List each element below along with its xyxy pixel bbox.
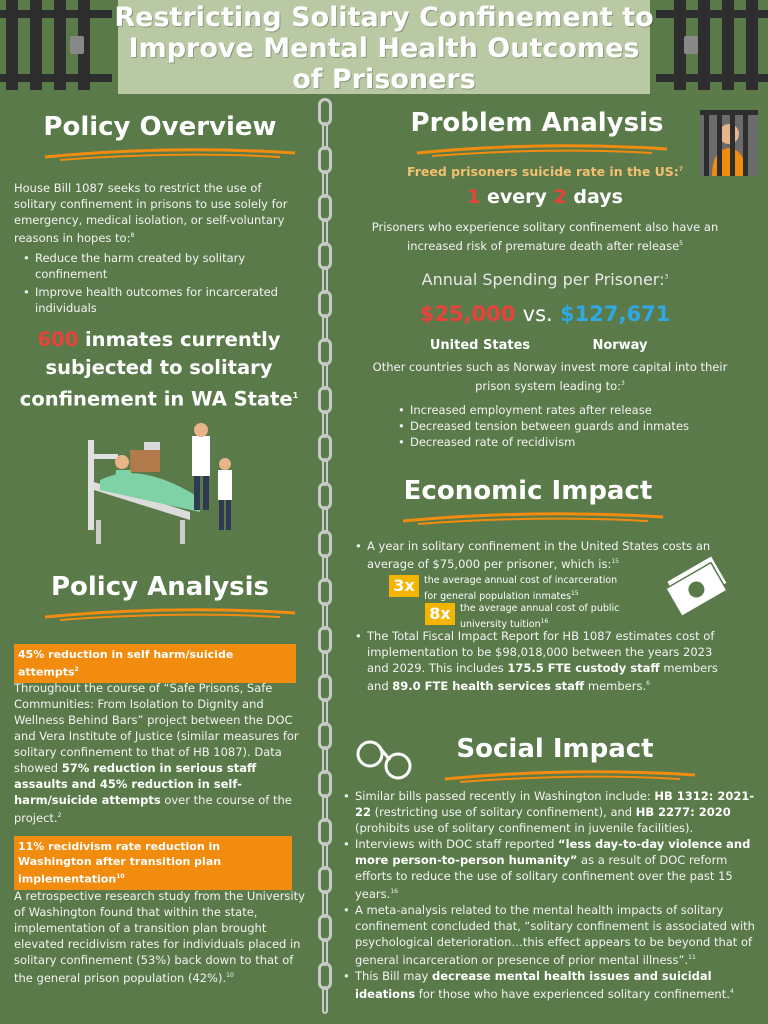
suicide-rate-value: 1 every 2 days <box>467 186 623 208</box>
list-item: • Increased employment rates after release <box>395 402 735 418</box>
list-item: • Decreased rate of recidivism <box>395 434 735 450</box>
us-label: United States <box>429 338 531 353</box>
chain-link <box>322 986 328 1014</box>
page-title: Restricting Solitary Confinement to Improve Mental Health Outcomes of Prisoners <box>114 2 654 95</box>
multiplier-8x-text: the average annual cost of public university tuition$^{16}$ <box>460 603 620 631</box>
policy-analysis-heading: Policy Analysis <box>50 572 270 602</box>
list-item: • This Bill may decrease mental health issues and suicidal ideations for those who have experienced solitary confinement.$^4$ <box>340 968 760 1002</box>
economic-bullet-1: • A year in solitary confinement in the United States costs an average of $75,000 per prisoner, which is:$^{15}$ <box>352 538 722 572</box>
policy-overview-bullets <box>20 250 300 316</box>
premature-death-text: Prisoners who experience solitary confinement also have an increased risk of premature death after release$^5$ <box>371 220 719 253</box>
policy-analysis-paragraph-2: A retrospective research study from the University of Washington found that within the state, implementation of a transition plan brought elevated recidivism rates for individuals placed in solitary confinement (53%) back down to that of the general prison population (42%).$^{10}$ <box>14 889 305 985</box>
list-item: • Similar bills passed recently in Washington include: HB 1312: 2021-22 (restricting use of solitary confinement), and HB 2277: 2020 (prohibits use of solitary confinement in juvenile facilities). <box>340 788 760 836</box>
norway-label: Norway <box>592 338 648 353</box>
economic-impact-heading: Economic Impact <box>403 476 653 506</box>
heading-underline <box>440 768 700 782</box>
list-item: • Reduce the harm created by solitary confinement <box>20 250 300 282</box>
recidivism-reduction-callout: 11% recidivism rate reduction in Washington after transition plan implementation$^{10}$ <box>14 836 292 890</box>
policy-overview-heading: Policy Overview <box>43 112 277 142</box>
multiplier-3x: 3x <box>389 575 419 597</box>
problem-analysis-heading: Problem Analysis <box>410 108 664 138</box>
list-item: • Decreased tension between guards and inmates <box>395 418 735 434</box>
money-icon <box>664 556 734 620</box>
multiplier-8x: 8x <box>425 603 455 625</box>
chain-icon <box>318 98 332 1024</box>
spending-label: Annual Spending per Prisoner:$^3$ <box>421 270 669 289</box>
policy-overview-intro: House Bill 1087 seeks to restrict the use of solitary confinement in prisons to use solely for emergency, medical isolation, or self-voluntary reasons in hopes to:$^8$ <box>14 181 288 245</box>
list-item: • Improve health outcomes for incarcerated individuals <box>20 284 300 316</box>
prison-bars-icon <box>0 0 112 90</box>
handcuffs-icon <box>352 732 418 786</box>
suicide-rate-label: Freed prisoners suicide rate in the US:$^7$ <box>407 164 683 179</box>
hospital-bed-icon <box>80 420 250 550</box>
other-countries-text: Other countries such as Norway invest more capital into their prison system leading to:$^3$ <box>372 360 728 393</box>
list-item: • Interviews with DOC staff reported “less day-to-day violence and more person-to-person humanity” as a result of DOC reform efforts to reduce the use of solitary confinement over the past 15 years.$^{16}$ <box>340 836 760 902</box>
list-item: • A meta-analysis related to the mental health impacts of solitary confinement concluded that, “solitary confinement is associated with psychological deterioration…this effect appears to be beyond that of general incarceration or presence of prior mental illness”.$^{11}$ <box>340 902 760 968</box>
social-impact-heading: Social Impact <box>456 734 654 764</box>
heading-underline <box>412 142 672 156</box>
heading-underline <box>40 146 300 160</box>
heading-underline <box>398 510 668 524</box>
prison-bars-icon <box>656 0 768 90</box>
multiplier-3x-text: the average annual cost of incarceration for general population inmates$^{15}$ <box>424 575 618 603</box>
heading-underline <box>40 606 300 620</box>
policy-analysis-paragraph-1: Throughout the course of “Safe Prisons, Safe Communities: From Isolation to Dignity and Wellness Behind Bars” project between the DOC and Vera Institute of Justice (similar measures for solitary confinement to that of HB 1087). Data showed 57% reduction in serious staff assaults and 45% reduction in self-harm/suicide attempts over the course of the project.$^2$ <box>14 681 299 825</box>
spending-comparison: $25,000 vs. $127,671 <box>419 302 671 326</box>
economic-bullet-2: • The Total Fiscal Impact Report for HB 1087 estimates cost of implementation to be $98,018,000 between the years 2023 and 2029. This includes 175.5 FTE custody staff members and 89.0 FTE health services staff members.$^6$ <box>352 628 722 694</box>
social-impact-list <box>340 788 760 1001</box>
inmates-stat: 600 inmates currently subjected to solitary confinement in WA State$^1$ <box>19 328 299 411</box>
norway-outcomes-list <box>395 402 735 450</box>
self-harm-reduction-callout: 45% reduction in self harm/suicide attempts$^2$ <box>14 644 296 683</box>
